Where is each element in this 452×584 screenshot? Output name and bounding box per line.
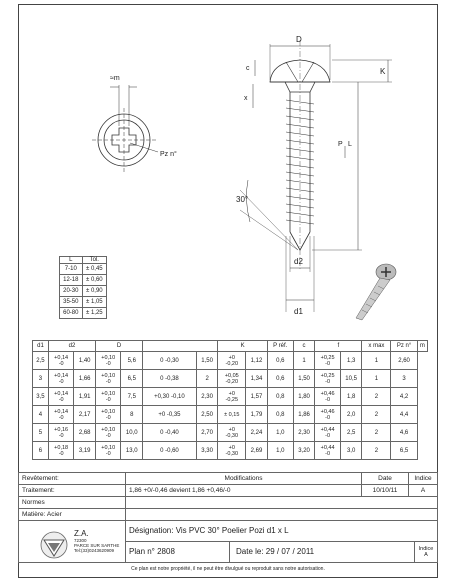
tol-upper: +0,10 <box>101 426 116 433</box>
cell-d2: 1,91 <box>74 388 96 406</box>
tol-lower: -0,30 <box>225 432 239 439</box>
tol-lower: -0,30 <box>225 450 239 457</box>
tol-upper: +0,10 <box>101 354 116 361</box>
tol-lower: -0 <box>105 360 111 367</box>
table-cell: 35-50 <box>60 297 83 308</box>
cell-pz: 2 <box>362 442 391 460</box>
company-info <box>74 529 119 553</box>
cell-k: 1,50 <box>196 352 218 370</box>
traitement-label: Traitement: <box>19 485 126 497</box>
cell-f-tol <box>315 352 340 370</box>
cell-d2b-tol <box>95 388 120 406</box>
cell-f-tol <box>315 370 340 388</box>
table-cell: ± 0,45 <box>82 264 106 275</box>
cell-d-tol: 0 -0,40 <box>143 424 197 442</box>
header-d: D <box>95 341 142 352</box>
cell-d2b-tol <box>95 352 120 370</box>
table-row <box>33 388 428 406</box>
tol-upper: +0 <box>228 444 235 451</box>
company-line3: Tel:(33)0243620909 <box>74 548 115 553</box>
cell-d-tol: +0,30 -0,10 <box>143 388 197 406</box>
tol-upper: +0,46 <box>320 408 335 415</box>
cell-d2b-tol <box>95 442 120 460</box>
table-row <box>33 370 428 388</box>
cell-f-tol <box>315 424 340 442</box>
tol-upper: +0,10 <box>101 408 116 415</box>
screw-3d-illustration <box>356 264 396 320</box>
cell-d2-tol <box>48 370 73 388</box>
table-cell: 60-80 <box>60 308 83 319</box>
cell-d: 6,5 <box>121 370 143 388</box>
tol-header-l: L <box>60 257 83 264</box>
cell-d-tol: +0 -0,35 <box>143 406 197 424</box>
cell-p: 2,24 <box>246 424 268 442</box>
cell-d1: 6 <box>33 442 49 460</box>
cell-d1: 4 <box>33 406 49 424</box>
table-row <box>33 442 428 460</box>
indice-footer <box>415 546 437 558</box>
cell-x: 2,0 <box>340 406 362 424</box>
cell-x: 10,5 <box>340 370 362 388</box>
cell-c: 0,6 <box>267 352 293 370</box>
cell-k: 3,30 <box>196 442 218 460</box>
header-d2: d2 <box>48 341 95 352</box>
cell-c: 1,0 <box>267 424 293 442</box>
angle-label: 30° <box>236 195 249 204</box>
company-line2: PARCE SUR SARTHE <box>74 543 120 548</box>
cell-k: 2,50 <box>196 406 218 424</box>
cell-p: 1,79 <box>246 406 268 424</box>
cell-m: 4,6 <box>391 424 417 442</box>
cell-k: 2 <box>196 370 218 388</box>
d2-label: d2 <box>294 257 303 266</box>
indice-label: Indice <box>409 473 438 485</box>
tol-upper: +0,25 <box>320 372 335 379</box>
normes-label: Normes <box>19 497 126 509</box>
header-p: P réf. <box>267 341 293 352</box>
tol-upper: +0,05 <box>224 372 239 379</box>
cell-f: 1,80 <box>293 388 315 406</box>
cell-d2-tol <box>48 388 73 406</box>
cell-pz: 2 <box>362 424 391 442</box>
cell-pz: 2 <box>362 388 391 406</box>
cell-k-tol <box>218 424 246 442</box>
tol-upper: ± 0,15 <box>224 411 240 418</box>
modification-text: 1,86 +0/-0,46 devient 1,86 +0,46/-0 <box>126 485 362 497</box>
matiere-label: Matière: Acier <box>19 509 126 521</box>
cell-p: 1,12 <box>246 352 268 370</box>
tol-lower: -0 <box>325 360 331 367</box>
empty-cell <box>126 509 438 521</box>
tol-upper: +0,18 <box>54 444 69 451</box>
header-pz: Pz n° <box>391 341 417 352</box>
tol-upper: +0,44 <box>320 444 335 451</box>
cell-f: 2,30 <box>293 424 315 442</box>
tol-upper: +0,16 <box>54 426 69 433</box>
cell-d2: 1,66 <box>74 370 96 388</box>
cell-d-tol: 0 -0,30 <box>143 352 197 370</box>
cell-d2-tol <box>48 442 73 460</box>
cell-d: 7,5 <box>121 388 143 406</box>
table-row <box>33 352 428 370</box>
p-label: P <box>338 141 343 148</box>
tol-lower: -0 <box>105 450 111 457</box>
cell-m: 4,2 <box>391 388 417 406</box>
header-x: x max <box>362 341 391 352</box>
cell-k: 2,70 <box>196 424 218 442</box>
cell-f-tol <box>315 388 340 406</box>
cell-d-tol: 0 -0,60 <box>143 442 197 460</box>
cell-d2: 1,40 <box>74 352 96 370</box>
cell-d1: 5 <box>33 424 49 442</box>
cell-d1: 3 <box>33 370 49 388</box>
tolerance-table <box>59 256 107 319</box>
empty-cell <box>126 497 438 509</box>
table-cell: 20-30 <box>60 286 83 297</box>
plan-row <box>126 542 438 563</box>
dimensions-table <box>32 340 428 460</box>
tol-lower: -0,25 <box>225 396 239 403</box>
tol-lower: -0 <box>58 396 64 403</box>
l-label: L <box>348 141 352 148</box>
cell-pz: 2 <box>362 406 391 424</box>
cell-d: 13,0 <box>121 442 143 460</box>
cell-k-tol <box>218 442 246 460</box>
cell-d2b-tol <box>95 370 120 388</box>
header-m: m <box>417 341 427 352</box>
cell-c: 0,6 <box>267 370 293 388</box>
pz-label: Pz n° <box>160 151 177 158</box>
tol-lower: -0 <box>105 396 111 403</box>
modification-indice: A <box>409 485 438 497</box>
tol-lower: -0,20 <box>225 360 239 367</box>
footer-note: Ce plan est notre propriété, il ne peut être divulgué ou reproduit sans notre autorisation. <box>131 566 325 572</box>
x-label: x <box>244 95 248 102</box>
tol-lower: -0 <box>105 378 111 385</box>
indice-footer-label: Indice <box>418 546 434 552</box>
tol-lower: -0 <box>325 396 331 403</box>
table-cell: ± 0,60 <box>82 275 106 286</box>
tol-upper: +0,14 <box>54 354 69 361</box>
table-cell: 7-10 <box>60 264 83 275</box>
c-label: c <box>246 65 250 72</box>
cell-d: 8 <box>121 406 143 424</box>
plan-date: Date le: 29 / 07 / 2011 <box>230 542 415 562</box>
cell-f: 1 <box>293 352 315 370</box>
k-label: K <box>380 67 386 76</box>
cell-d: 10,0 <box>121 424 143 442</box>
d1-label: d1 <box>294 307 303 316</box>
cell-d2: 3,19 <box>74 442 96 460</box>
table-row <box>33 406 428 424</box>
tol-upper: +0,46 <box>320 390 335 397</box>
cell-m: 3 <box>391 370 417 388</box>
tol-lower: -0 <box>58 450 64 457</box>
tol-lower: -0 <box>58 378 64 385</box>
cell-x: 2,5 <box>340 424 362 442</box>
designation: Désignation: Vis PVC 30° Poelier Pozi d1 x L <box>126 521 438 542</box>
tol-lower: -0 <box>58 360 64 367</box>
cell-p: 2,69 <box>246 442 268 460</box>
header-f: f <box>315 341 362 352</box>
cell-f-tol <box>315 406 340 424</box>
modification-date: 10/10/11 <box>362 485 409 497</box>
cell-d1: 2,5 <box>33 352 49 370</box>
table-cell: ± 1,25 <box>82 308 106 319</box>
indice-footer-value: A <box>424 552 428 558</box>
cell-d-tol: 0 -0,38 <box>143 370 197 388</box>
m-label: ≈m <box>110 75 120 82</box>
tol-upper: +0,14 <box>54 390 69 397</box>
tol-header-tol: Tol. <box>82 257 106 264</box>
cell-k-tol <box>218 406 246 424</box>
company-name: Z.A. <box>74 529 89 538</box>
table-cell: ± 0,90 <box>82 286 106 297</box>
tol-lower: -0,20 <box>225 378 239 385</box>
cell-d2-tol <box>48 406 73 424</box>
company-logo <box>38 530 70 560</box>
cell-x: 3,0 <box>340 442 362 460</box>
d-label: D <box>296 35 302 44</box>
cell-d2b-tol <box>95 424 120 442</box>
cell-x: 1,3 <box>340 352 362 370</box>
table-row <box>33 424 428 442</box>
tol-lower: -0 <box>325 378 331 385</box>
cell-d1: 3,5 <box>33 388 49 406</box>
header-c: c <box>293 341 315 352</box>
cell-f: 1,50 <box>293 370 315 388</box>
header-d1: d1 <box>33 341 49 352</box>
cell-x: 1,8 <box>340 388 362 406</box>
cell-k-tol <box>218 388 246 406</box>
cell-m: 6,5 <box>391 442 417 460</box>
cell-d: 5,6 <box>121 352 143 370</box>
cell-d2-tol <box>48 424 73 442</box>
cell-c: 1,0 <box>267 442 293 460</box>
tol-upper: +0,10 <box>101 390 116 397</box>
cell-d2: 2,68 <box>74 424 96 442</box>
cell-m: 4,4 <box>391 406 417 424</box>
cell-f-tol <box>315 442 340 460</box>
tol-lower: -0 <box>325 414 331 421</box>
cell-f: 1,86 <box>293 406 315 424</box>
cell-d2: 2,17 <box>74 406 96 424</box>
tol-lower: -0 <box>325 450 331 457</box>
cell-k: 2,30 <box>196 388 218 406</box>
tol-lower: -0 <box>58 414 64 421</box>
head-top-view <box>92 85 158 172</box>
cell-k-tol <box>218 352 246 370</box>
cell-d2-tol <box>48 352 73 370</box>
tol-upper: +0 <box>228 426 235 433</box>
tol-lower: -0 <box>58 432 64 439</box>
header-k: K <box>218 341 267 352</box>
header-d-tol <box>143 341 218 352</box>
cell-m: 2,60 <box>391 352 417 370</box>
tol-upper: +0,44 <box>320 426 335 433</box>
tol-lower: -0 <box>105 414 111 421</box>
cell-p: 1,34 <box>246 370 268 388</box>
tol-upper: +0,25 <box>320 354 335 361</box>
plan-number: Plan n° 2808 <box>126 542 230 562</box>
tol-lower: -0 <box>325 432 331 439</box>
cell-c: 0,8 <box>267 388 293 406</box>
modifications-label: Modifications <box>126 473 362 485</box>
revetement-label: Revêtement: <box>19 473 126 485</box>
date-label: Date <box>362 473 409 485</box>
table-cell: ± 1,05 <box>82 297 106 308</box>
cell-k-tol <box>218 370 246 388</box>
tol-lower: -0 <box>105 432 111 439</box>
cell-pz: 1 <box>362 370 391 388</box>
screw-side-view <box>240 40 392 312</box>
company-line1: 72300 <box>74 538 87 543</box>
cell-f: 3,20 <box>293 442 315 460</box>
tol-upper: +0,14 <box>54 408 69 415</box>
tol-upper: +0 <box>228 354 235 361</box>
cell-d2b-tol <box>95 406 120 424</box>
cell-pz: 1 <box>362 352 391 370</box>
tol-upper: +0,10 <box>101 372 116 379</box>
tol-upper: +0,10 <box>101 444 116 451</box>
table-cell: 12-18 <box>60 275 83 286</box>
cell-p: 1,57 <box>246 388 268 406</box>
cell-c: 0,8 <box>267 406 293 424</box>
tol-upper: +0,14 <box>54 372 69 379</box>
tol-upper: +0 <box>228 390 235 397</box>
